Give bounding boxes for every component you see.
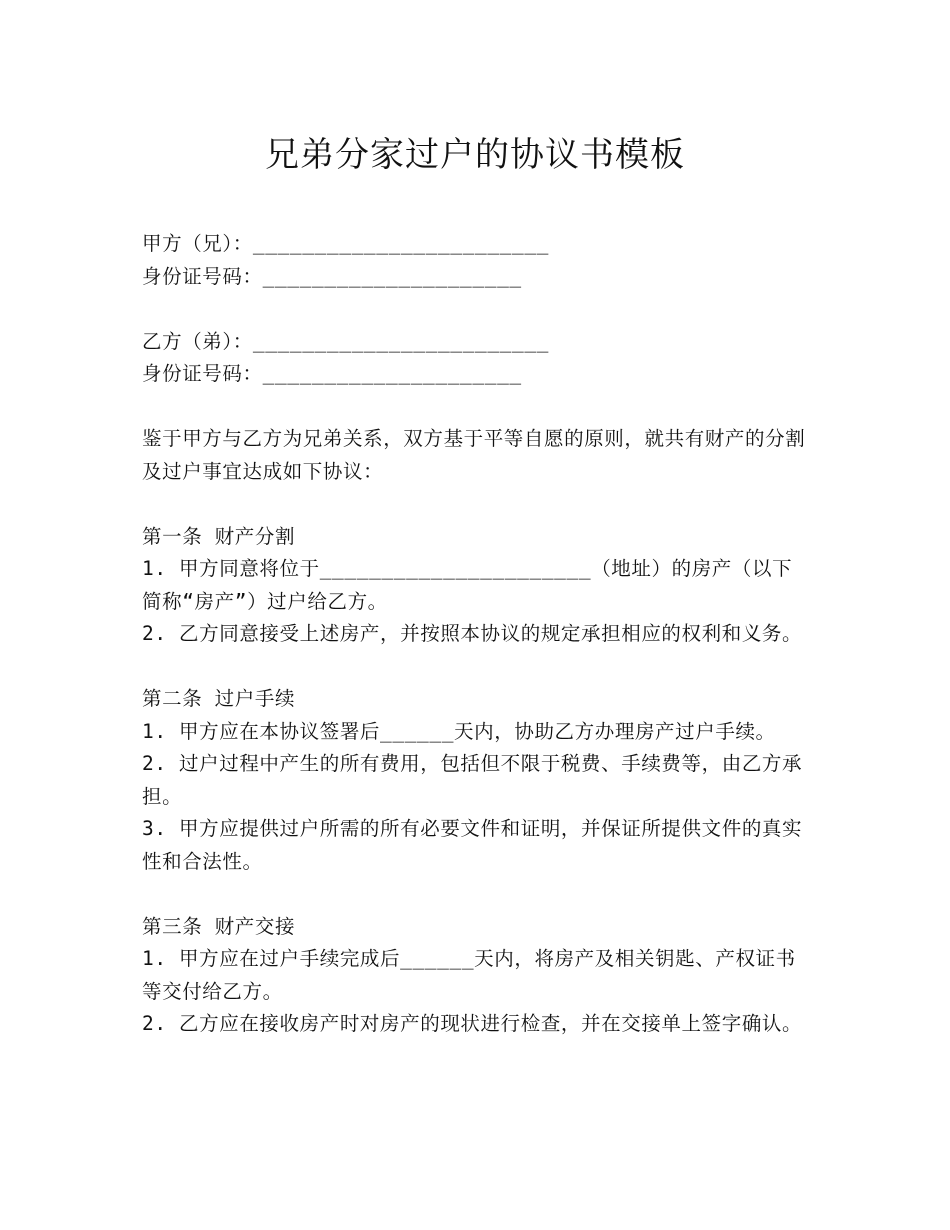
- article-2: [142, 683, 806, 878]
- article-heading: 第三条 财产交接: [142, 914, 296, 938]
- party-a-id-label: 身份证号码：: [142, 264, 263, 288]
- party-b-label: 乙方（弟）：: [142, 329, 253, 353]
- article-clause: 3. 甲方应提供过户所需的所有必要文件和证明，并保证所提供文件的真实性和合法性。: [142, 817, 803, 873]
- party-a-name-row: [142, 228, 806, 261]
- party-b-id-blank: _____________________: [262, 362, 522, 385]
- party-b-name-row: [142, 326, 806, 359]
- article-clause: 1. 甲方应在本协议签署后______天内，协助乙方办理房产过户手续。: [142, 719, 776, 743]
- party-a-id-row: [142, 261, 806, 294]
- article-heading: 第一条 财产分割: [142, 524, 296, 548]
- article-1: [142, 521, 806, 651]
- party-b-id-label: 身份证号码：: [142, 362, 263, 385]
- article-clause: 1. 甲方应在过户手续完成后______天内，将房产及相关钥匙、产权证书等交付给乙方。: [142, 947, 796, 1003]
- article-clause: 2. 过户过程中产生的所有费用，包括但不限于税费、手续费等，由乙方承担。: [142, 752, 803, 808]
- article-heading: 第二条 过户手续: [142, 687, 296, 710]
- article-clause: 2. 乙方应在接收房产时对房产的现状进行检查，并在交接单上签字确认。: [142, 1012, 803, 1035]
- party-a-id-blank: _____________________: [262, 264, 522, 288]
- article-clause: 1. 甲方同意将位于______________________（地址）的房产（以下简称“房产”）过户给乙方。: [142, 557, 793, 613]
- party-b-name-blank: ________________________: [252, 329, 550, 353]
- preamble-paragraph: 鉴于甲方与乙方为兄弟关系，双方基于平等自愿的原则，就共有财产的分割及过户事宜达成如下协议：: [142, 427, 806, 483]
- article-3: [142, 911, 806, 1041]
- document-body: [142, 228, 806, 1041]
- article-clause: 2. 乙方同意接受上述房产，并按照本协议的规定承担相应的权利和义务。: [142, 622, 803, 645]
- party-b-id-row: [142, 358, 806, 391]
- document-title: 兄弟分家过户的协议书模板: [265, 135, 685, 175]
- party-a-label: 甲方（兄）：: [142, 232, 253, 255]
- party-a-name-blank: ________________________: [252, 232, 550, 255]
